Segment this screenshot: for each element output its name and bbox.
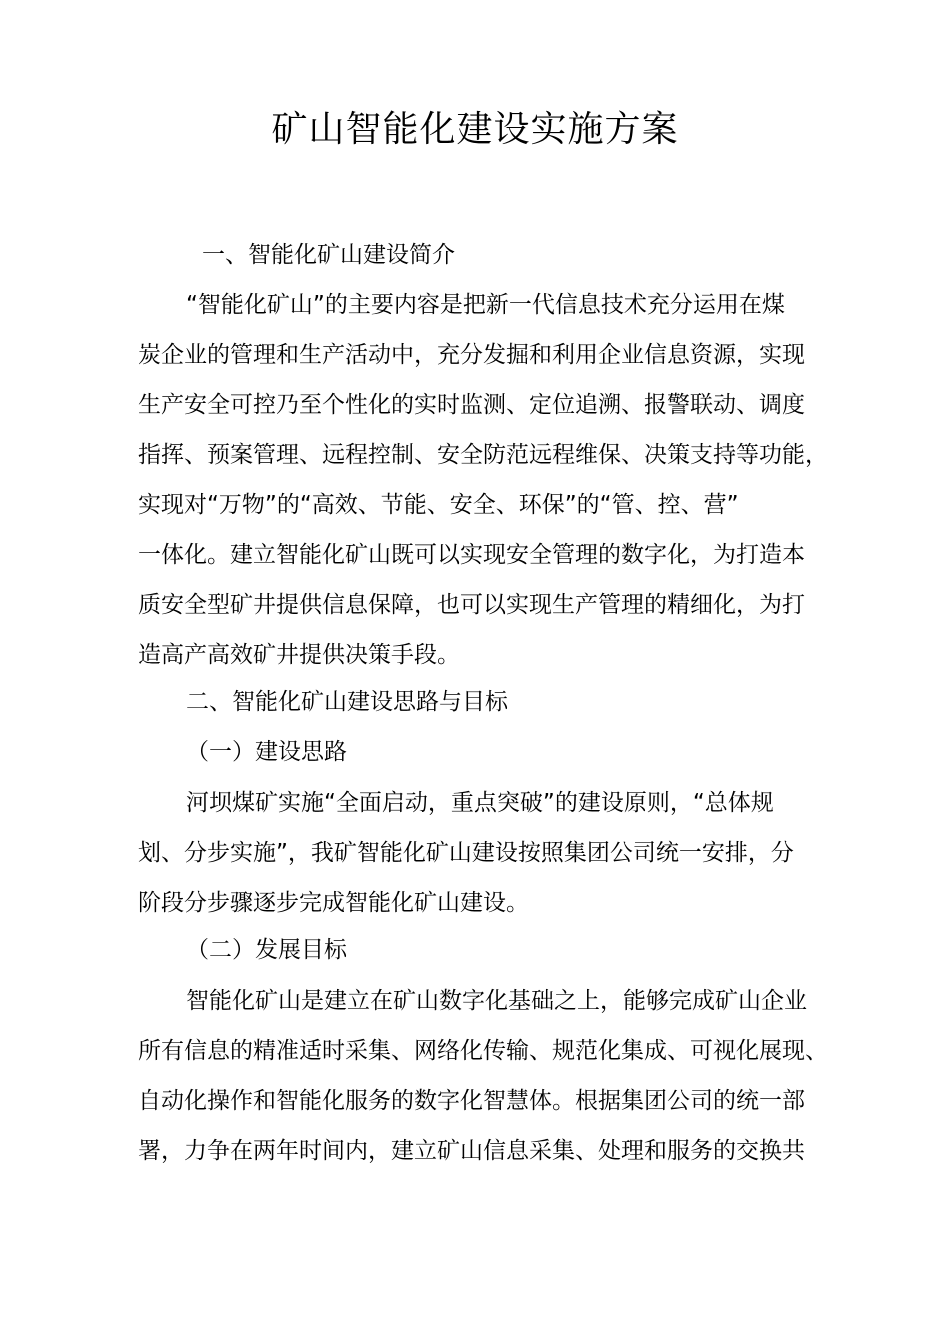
subsection1-paragraph-line: 阶段分步骤逐步完成智能化矿山建设。 xyxy=(138,890,529,916)
subsection1-paragraph-line: 划、分步实施”，我矿智能化矿山建设按照集团公司统一安排，分 xyxy=(138,840,794,866)
section1-paragraph-line: 实现对“万物”的“高效、节能、安全、环保”的“管、控、营” xyxy=(138,492,739,518)
subsection1-heading: （一）建设思路 xyxy=(186,739,347,765)
section2-heading: 二、智能化矿山建设思路与目标 xyxy=(186,689,508,715)
section1-paragraph-line: 指挥、预案管理、远程控制、安全防范远程维保、决策支持等功能， xyxy=(138,442,828,468)
section1-paragraph-line: 质安全型矿井提供信息保障，也可以实现生产管理的精细化，为打 xyxy=(138,592,805,618)
section1-paragraph-line: 生产安全可控乃至个性化的实时监测、定位追溯、报警联动、调度 xyxy=(138,392,805,418)
subsection2-paragraph-line: 自动化操作和智能化服务的数字化智慧体。根据集团公司的统一部 xyxy=(138,1088,805,1114)
subsection2-paragraph-line: 署，力争在两年时间内，建立矿山信息采集、处理和服务的交换共 xyxy=(138,1138,805,1164)
section1-paragraph-line: 造高产高效矿井提供决策手段。 xyxy=(138,642,460,668)
subsection2-paragraph-line: 智能化矿山是建立在矿山数字化基础之上，能够完成矿山企业 xyxy=(186,988,807,1014)
document-title: 矿山智能化建设实施方案 xyxy=(271,109,679,150)
subsection1-paragraph-line: 河坝煤矿实施“全面启动，重点突破”的建设原则，“总体规 xyxy=(186,790,774,816)
subsection2-paragraph-line: 所有信息的精准适时采集、网络化传输、规范化集成、可视化展现、 xyxy=(138,1038,828,1064)
section1-heading: 一、智能化矿山建设简介 xyxy=(202,242,455,268)
section1-paragraph-line: 炭企业的管理和生产活动中，充分发掘和利用企业信息资源，实现 xyxy=(138,342,805,368)
section1-paragraph-line: 一体化。建立智能化矿山既可以实现安全管理的数字化，为打造本 xyxy=(138,542,805,568)
section1-paragraph-line: “智能化矿山”的主要内容是把新一代信息技术充分运用在煤 xyxy=(186,292,785,318)
subsection2-heading: （二）发展目标 xyxy=(186,937,347,963)
